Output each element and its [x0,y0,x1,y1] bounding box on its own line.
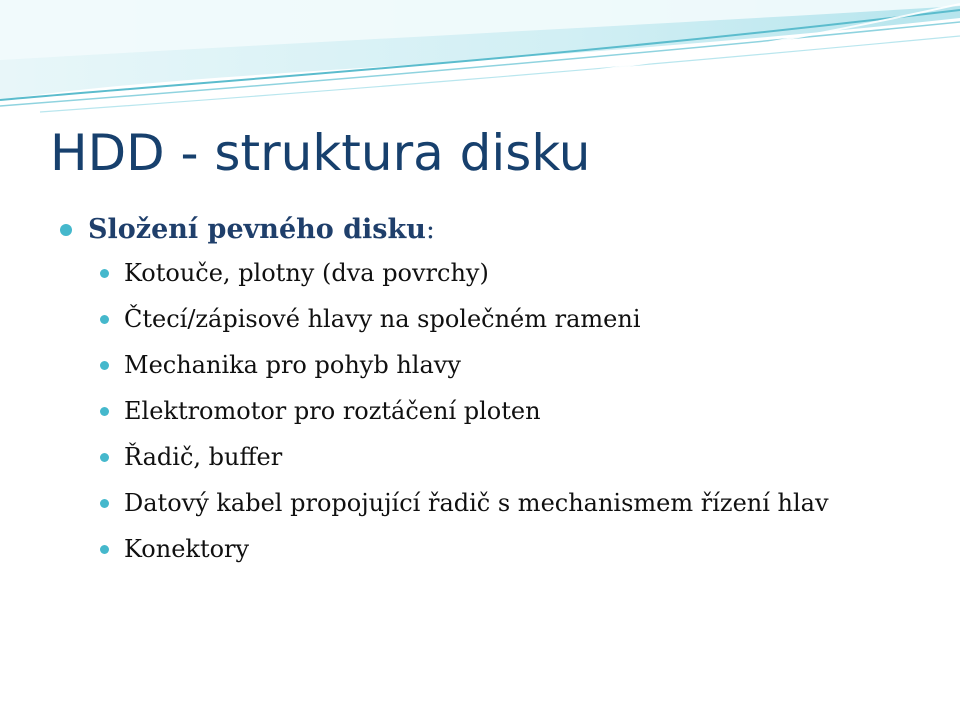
list-item-text: Elektromotor pro roztáčení ploten [124,397,541,425]
bullet-dot-icon [100,269,109,278]
bullet-dot-icon [60,224,72,236]
list-item [100,530,864,568]
bullet-dot-icon [100,545,109,554]
bullet-dot-icon [100,407,109,416]
list-item-text: Mechanika pro pohyb hlavy [124,351,461,379]
slide-content [58,210,918,576]
heading-text: Složení pevného disku [88,214,426,245]
slide-title: HDD - struktura disku [50,124,591,182]
list-item [100,346,864,384]
bullet-dot-icon [100,315,109,324]
list-item [100,254,864,292]
heading-colon: : [425,214,435,245]
list-item-text: Řadič, buffer [124,443,283,471]
list-item-text: Konektory [124,535,250,563]
list-item [100,392,864,430]
list-item-text: Kotouče, plotny (dva povrchy) [124,259,489,287]
level1-bullet-item [58,210,918,250]
list-item-text: Čtecí/zápisové hlavy na společném rameni [124,305,641,333]
list-item [100,300,864,338]
bullet-dot-icon [100,453,109,462]
list-item [100,484,864,522]
list-item-text: Datový kabel propojující řadič s mechanismem řízení hlav [124,489,829,517]
list-item [100,438,864,476]
bullet-dot-icon [100,499,109,508]
header-wave-decoration [0,0,960,130]
bullet-dot-icon [100,361,109,370]
sub-bullet-list [100,254,960,568]
